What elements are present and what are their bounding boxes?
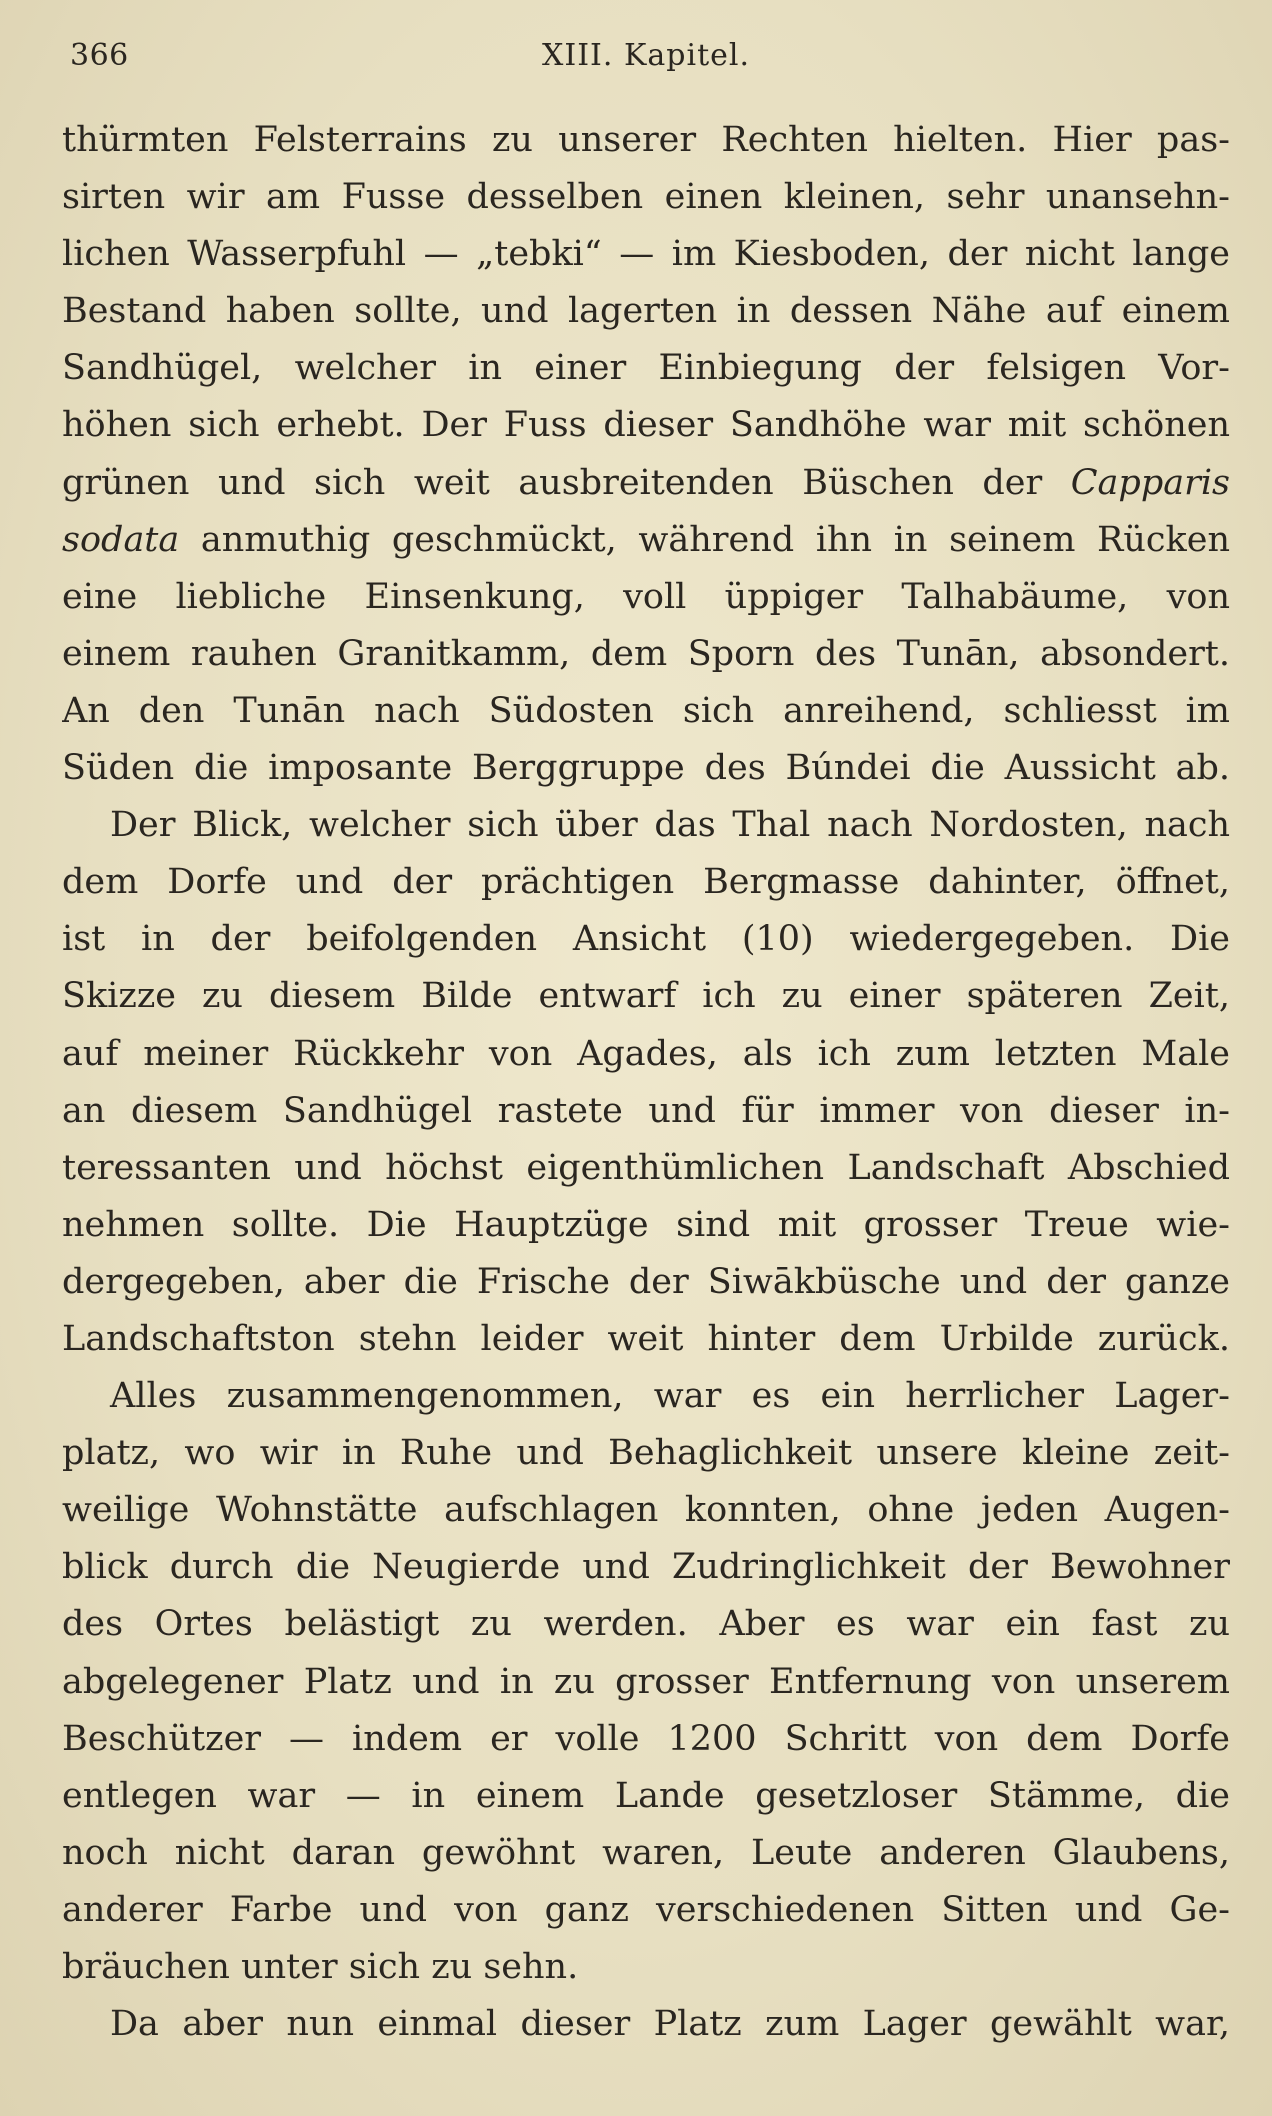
text-line: ist in der beifolgenden Ansicht (10) wiedergegeben. Die (62, 919, 1230, 960)
text-line: thürmten Felsterrains zu unserer Rechten hielten. Hier pas- (62, 120, 1230, 160)
text-line: dergegeben, aber die Frische der Siwākbüsche und der ganze (62, 1261, 1230, 1302)
text-line: Skizze zu diesem Bilde entwarf ich zu einer späteren Zeit, (62, 976, 1230, 1017)
text-line: Sandhügel, welcher in einer Einbiegung der felsigen Vor- (62, 348, 1230, 389)
text-line: blick durch die Neugierde und Zudringlichkeit der Bewohner (62, 1547, 1230, 1588)
paragraph-start-line: Der Blick, welcher sich über das Thal nach Nordosten, nach (110, 805, 1230, 846)
text-line: eine liebliche Einsenkung, voll üppiger Talhabäume, von (62, 576, 1230, 617)
text-line: auf meiner Rückkehr von Agades, als ich zum letzten Male (62, 1033, 1230, 1074)
text-line: anderer Farbe und von ganz verschiedenen Sitten und Ge- (62, 1889, 1230, 1930)
running-head: XIII. Kapitel. (541, 38, 751, 73)
text-line (62, 455, 1230, 512)
text-line: sirten wir am Fusse desselben einen kleinen, sehr unansehn- (62, 177, 1230, 218)
page-number: 366 (70, 38, 129, 73)
paragraph-start-line: Alles zusammengenommen, war es ein herrlicher Lager- (110, 1376, 1230, 1417)
text-line: Süden die imposante Berggruppe des Búndei die Aussicht ab. (62, 748, 1230, 789)
text-line: noch nicht daran gewöhnt waren, Leute anderen Glaubens, (62, 1832, 1230, 1873)
text-line: abgelegener Platz und in zu grosser Entfernung von unserem (62, 1661, 1230, 1702)
text-line: nehmen sollte. Die Hauptzüge sind mit grosser Treue wie- (62, 1204, 1230, 1245)
text-line (62, 512, 1230, 569)
text-line: höhen sich erhebt. Der Fuss dieser Sandhöhe war mit schönen (62, 405, 1230, 446)
text-line: Landschaftston stehn leider weit hinter dem Urbilde zurück. (62, 1318, 1230, 1359)
text-span: anmuthig geschmückt, während ihn in seinem Rücken (179, 519, 1230, 560)
text-line: lichen Wasserpfuhl — „tebki“ — im Kiesboden, der nicht lange (62, 234, 1230, 275)
italic-species-name: sodata (62, 519, 180, 560)
text-line: des Ortes belästigt zu werden. Aber es war ein fast zu (62, 1604, 1230, 1645)
text-line: teressanten und höchst eigenthümlichen Landschaft Abschied (62, 1147, 1230, 1188)
paragraph-end-line: bräuchen unter sich zu sehn. (62, 1947, 579, 1987)
text-line: entlegen war — in einem Lande gesetzloser Stämme, die (62, 1775, 1230, 1816)
italic-species-name: Capparis (1070, 462, 1230, 503)
text-line: Beschützer — indem er volle 1200 Schritt von dem Dorfe (62, 1718, 1230, 1759)
paragraph-start-line: Da aber nun einmal dieser Platz zum Lager gewählt war, (110, 2004, 1230, 2045)
text-line: weilige Wohnstätte aufschlagen konnten, ohne jeden Augen- (62, 1490, 1230, 1531)
text-line: an diesem Sandhügel rastete und für immer von dieser in- (62, 1090, 1230, 1131)
text-line: An den Tunān nach Südosten sich anreihend, schliesst im (62, 690, 1230, 731)
body-text (62, 112, 1230, 2053)
text-line: Bestand haben sollte, und lagerten in dessen Nähe auf einem (62, 291, 1230, 332)
page-header (62, 38, 1230, 78)
text-line: dem Dorfe und der prächtigen Bergmasse dahinter, öffnet, (62, 862, 1230, 903)
text-line: einem rauhen Granitkamm, dem Sporn des Tunān, absondert. (62, 633, 1230, 674)
text-span: grünen und sich weit ausbreitenden Büschen der (62, 462, 1071, 503)
text-line: platz, wo wir in Ruhe und Behaglichkeit unsere kleine zeit- (62, 1433, 1230, 1474)
